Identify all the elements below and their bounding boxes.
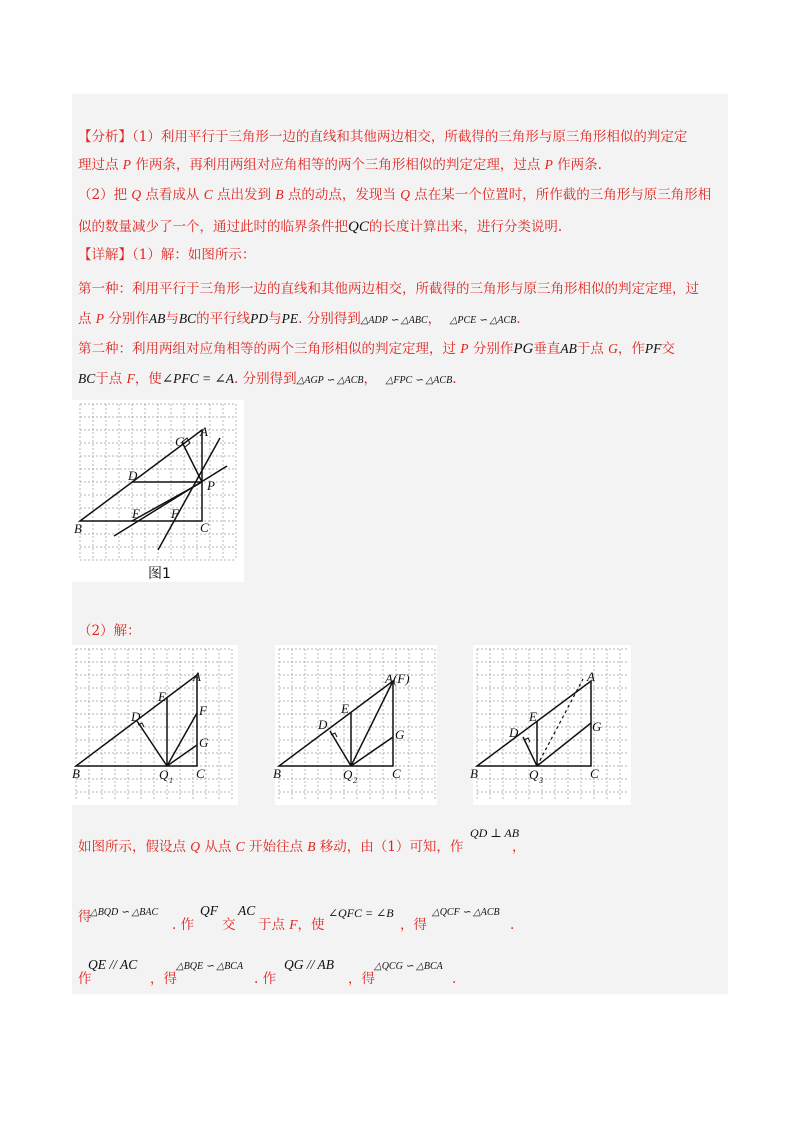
var-pd: PD: [250, 311, 269, 326]
part2-line-1-end: [512, 838, 526, 856]
label-d: D: [131, 709, 141, 724]
label-a-f: A(F): [385, 671, 410, 686]
part2-line-1: [78, 838, 463, 856]
part2-line-3e: [452, 970, 456, 988]
label-f: F: [171, 506, 179, 521]
text: ，使: [134, 371, 162, 387]
similarity-agp-acb: △AGP ∽ △ACB: [296, 375, 364, 386]
part2-line-2d: [258, 916, 325, 934]
text: ，: [512, 839, 526, 855]
figure-1-caption: 图1: [148, 566, 171, 582]
text: （2）解：: [78, 623, 141, 639]
qe-par-ac: [88, 956, 137, 974]
text: ，得: [150, 971, 177, 987]
var-p: P: [544, 157, 553, 172]
grid: [477, 649, 627, 801]
var-q: Q: [131, 187, 142, 202]
label-e: E: [529, 709, 537, 724]
var-qc: QC: [348, 219, 369, 235]
figure-2b: [275, 645, 437, 805]
label-e: E: [132, 506, 140, 521]
text: 分别作: [468, 341, 514, 357]
label-a: A: [587, 669, 595, 684]
var-p: P: [122, 157, 132, 172]
var-bc: BC: [178, 311, 197, 326]
label-g: G: [199, 735, 209, 750]
var-b: B: [307, 839, 316, 854]
qg-parallel-ab: QG // AB: [284, 957, 334, 972]
label-d: D: [509, 725, 519, 740]
var-pf: PF: [644, 341, 662, 356]
part2-line-2e: [400, 916, 427, 934]
text: ，得: [348, 971, 375, 987]
text: 第二种：利用两组对应角相等的两个三角形相似的判定定理，过: [78, 341, 461, 357]
text: 作: [78, 971, 92, 987]
similarity-pce-acb: △PCE ∽ △ACB: [449, 315, 517, 326]
analysis-tag: 【分析】: [78, 129, 132, 145]
text: ，得: [400, 917, 427, 933]
label-a: A: [193, 669, 201, 684]
text: 于点: [258, 917, 290, 933]
var-p: P: [95, 311, 105, 326]
part2-line-3d: [348, 970, 375, 988]
text: .: [452, 971, 457, 987]
text: 垂直: [533, 341, 561, 357]
var-qf: QF: [200, 903, 218, 918]
text: 点看成从: [141, 187, 204, 203]
text: 的平行线: [196, 311, 251, 327]
text: 似的数量减少了一个，通过此时的临界条件把: [78, 219, 348, 235]
detail-line-4: [78, 340, 675, 358]
detail-tag: 【详解】: [78, 247, 132, 263]
var-ac: AC: [238, 903, 256, 918]
text: 从点: [200, 839, 236, 855]
label-q: Q: [159, 767, 169, 782]
label-a: A: [200, 424, 208, 439]
text: 于点: [576, 341, 609, 357]
label-c: C: [196, 766, 205, 781]
figure-2a-svg: [72, 645, 238, 805]
analysis-line-3: [78, 186, 711, 204]
grid: [76, 649, 232, 801]
text: 分别作: [104, 311, 149, 327]
label-b: B: [74, 521, 82, 536]
similarity-qcg-bca: △QCG ∽ △BCA: [374, 961, 443, 972]
bqd-bac: [90, 904, 158, 922]
label-g: G: [395, 727, 405, 742]
label-c: C: [200, 520, 209, 535]
label-q: Q: [529, 767, 539, 782]
part2-head: [78, 622, 141, 640]
part2-line-3c: [254, 970, 276, 988]
var-g: G: [608, 341, 618, 356]
analysis-line-2: [78, 156, 602, 174]
similarity-adp-abc: △ADP ∽ △ABC: [360, 315, 428, 326]
var-c: C: [235, 839, 245, 854]
var-ab: AB: [560, 341, 577, 356]
text: （1）解：如图所示：: [132, 247, 256, 263]
qg-par-ab: [284, 956, 334, 974]
var-p: P: [460, 341, 469, 356]
var-c: C: [203, 187, 213, 202]
qf: [200, 902, 218, 920]
angle-qfc: [328, 904, 394, 922]
figure-2c-svg: [470, 645, 631, 805]
var-f: F: [126, 371, 135, 386]
text: 第一种：利用平行于三角形一边的直线和其他两边相交，所截得的三角形与原三角形相似的判定定理，过: [78, 281, 699, 297]
analysis-text: （1）利用平行于三角形一边的直线和其他两边相交，所截得的三角形与原三角形相似的判定定: [132, 129, 688, 145]
text: （2）把: [78, 187, 132, 203]
var-b: B: [275, 187, 284, 202]
text: 得: [78, 909, 92, 925]
label-c: C: [392, 766, 401, 781]
var-bc: BC: [78, 371, 96, 386]
var-pg: PG: [513, 341, 534, 357]
text: 作两条.: [552, 157, 602, 173]
analysis-line-1: [78, 128, 687, 146]
label-e: E: [158, 689, 166, 704]
part2-line-2b: [172, 916, 194, 934]
text: ，使: [297, 917, 325, 933]
figure-2b-svg: [275, 645, 437, 805]
label-f: F: [199, 703, 207, 718]
angle-pfc-eq-a: ∠PFC = ∠A: [161, 371, 235, 386]
text: 交: [222, 917, 236, 933]
text: . 分别得到: [298, 311, 361, 327]
similarity-bqd-bac: △BQD ∽ △BAC: [90, 907, 159, 918]
text: 作两条，再利用两组对应角相等的两个三角形相似的判定定理，过点: [131, 157, 545, 173]
text: 与: [268, 311, 282, 327]
label-d: D: [128, 468, 138, 483]
text: ，作: [617, 341, 645, 357]
ac: [238, 902, 255, 920]
similarity-fpc-acb: △FPC ∽ △ACB: [385, 375, 453, 386]
label-q: Q: [343, 767, 353, 782]
label-b: B: [72, 766, 80, 781]
part2-line-2f: [510, 916, 514, 934]
figure-2a: [72, 645, 238, 805]
detail-line-1: [78, 246, 255, 264]
var-q: Q: [400, 187, 410, 202]
label-e: E: [341, 701, 349, 716]
detail-line-3: [78, 310, 521, 330]
text: 点在某一个位置时，所作截的三角形与原三角形相: [409, 187, 712, 203]
qd-perp-ab-text: QD ⊥ AB: [470, 826, 520, 840]
text: .: [510, 917, 515, 933]
label-b: B: [273, 766, 281, 781]
grid: [279, 649, 435, 801]
text: 交: [661, 341, 675, 357]
part2-line-3b: [150, 970, 177, 988]
fig1-labels: [74, 424, 215, 536]
text: 点: [78, 311, 96, 327]
text: 点出发到: [212, 187, 276, 203]
label-g: G: [175, 434, 185, 449]
text: 于点: [95, 371, 127, 387]
text: 开始往点: [244, 839, 308, 855]
similarity-bqe-bca: △BQE ∽ △BCA: [176, 961, 244, 972]
text: 如图所示，假设点: [78, 839, 191, 855]
figure-1-svg: [72, 400, 244, 582]
text: . 分别得到: [234, 371, 297, 387]
qcf-acb: [432, 904, 500, 922]
angle-qfc-eq-b: ∠QFC = ∠B: [328, 906, 394, 920]
text: .: [516, 311, 521, 327]
label-q-subscript: 3: [539, 776, 543, 785]
qcg-bca: [374, 958, 443, 976]
label-c: C: [590, 766, 599, 781]
text: 点的动点，发现当: [283, 187, 401, 203]
label-p: P: [207, 478, 215, 493]
var-f: F: [289, 917, 298, 932]
detail-line-5: [78, 370, 456, 390]
part2-line-2c: [222, 916, 236, 934]
text: 移动，由（1）可知，作: [315, 839, 464, 855]
detail-line-2: [78, 280, 699, 298]
label-b: B: [470, 766, 478, 781]
text: .: [452, 371, 457, 387]
analysis-line-4: [78, 218, 562, 236]
text: ，: [427, 311, 442, 327]
label-q-subscript: 1: [169, 776, 173, 785]
text: . 作: [172, 917, 195, 933]
text: 的长度计算出来，进行分类说明.: [368, 219, 563, 235]
var-q: Q: [190, 839, 201, 854]
var-pe: PE: [281, 311, 299, 326]
similarity-qcf-acb: △QCF ∽ △ACB: [432, 907, 500, 918]
figure-2c: [470, 645, 631, 805]
text: 理过点: [78, 157, 123, 173]
text: ，: [363, 371, 378, 387]
label-d: D: [318, 717, 328, 732]
var-ab: AB: [148, 311, 166, 326]
qe-parallel-ac: QE // AC: [88, 957, 138, 972]
label-g: G: [592, 719, 602, 734]
text: . 作: [254, 971, 277, 987]
bqe-bca: [176, 958, 243, 976]
text: 与: [165, 311, 179, 327]
label-q-subscript: 2: [353, 776, 357, 785]
figure-1: [72, 400, 244, 582]
